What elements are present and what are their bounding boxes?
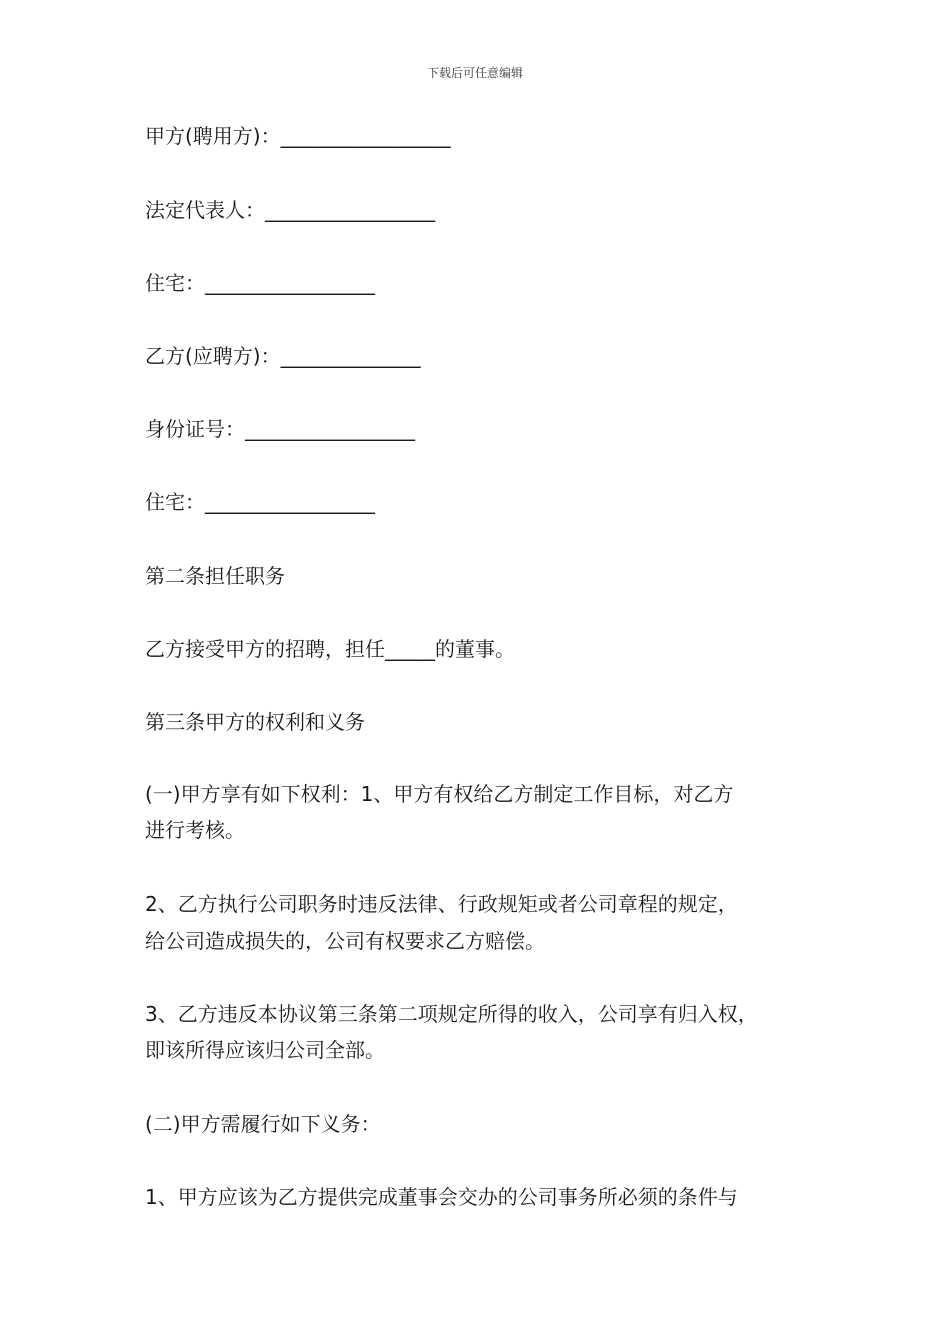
- legal-representative-line: 法定代表人：_________________: [145, 198, 435, 222]
- rights-paragraph-line-2: 进行考核。: [145, 818, 245, 842]
- clause-2-line-1: 2、乙方执行公司职务时违反法律、行政规矩或者公司章程的规定，: [145, 892, 738, 916]
- article-two-heading: 第二条担任职务: [145, 564, 285, 588]
- party-a-residence-line: 住宅：_________________: [145, 271, 375, 295]
- party-a-employer-line: 甲方(聘用方)：_________________: [145, 124, 451, 148]
- party-b-employee-line: 乙方(应聘方)：______________: [145, 344, 421, 368]
- clause-2-line-2: 给公司造成损失的，公司有权要求乙方赔偿。: [145, 929, 545, 953]
- obligations-heading: (二)甲方需履行如下义务：: [145, 1112, 381, 1136]
- page-header: 下载后可任意编辑: [426, 66, 523, 80]
- rights-paragraph-line-1: (一)甲方享有如下权利：1、甲方有权给乙方制定工作目标，对乙方: [145, 782, 734, 806]
- article-two-text: 乙方接受甲方的招聘，担任_____的董事。: [145, 637, 515, 661]
- obligation-1-line: 1、甲方应该为乙方提供完成董事会交办的公司事务所必须的条件与: [145, 1185, 738, 1209]
- clause-3-line-2: 即该所得应该归公司全部。: [145, 1038, 385, 1062]
- clause-3-line-1: 3、乙方违反本协议第三条第二项规定所得的收入，公司享有归入权，: [145, 1002, 758, 1026]
- id-number-line: 身份证号：_________________: [145, 417, 415, 441]
- article-three-heading: 第三条甲方的权利和义务: [145, 710, 365, 734]
- party-b-residence-line: 住宅：_________________: [145, 490, 375, 514]
